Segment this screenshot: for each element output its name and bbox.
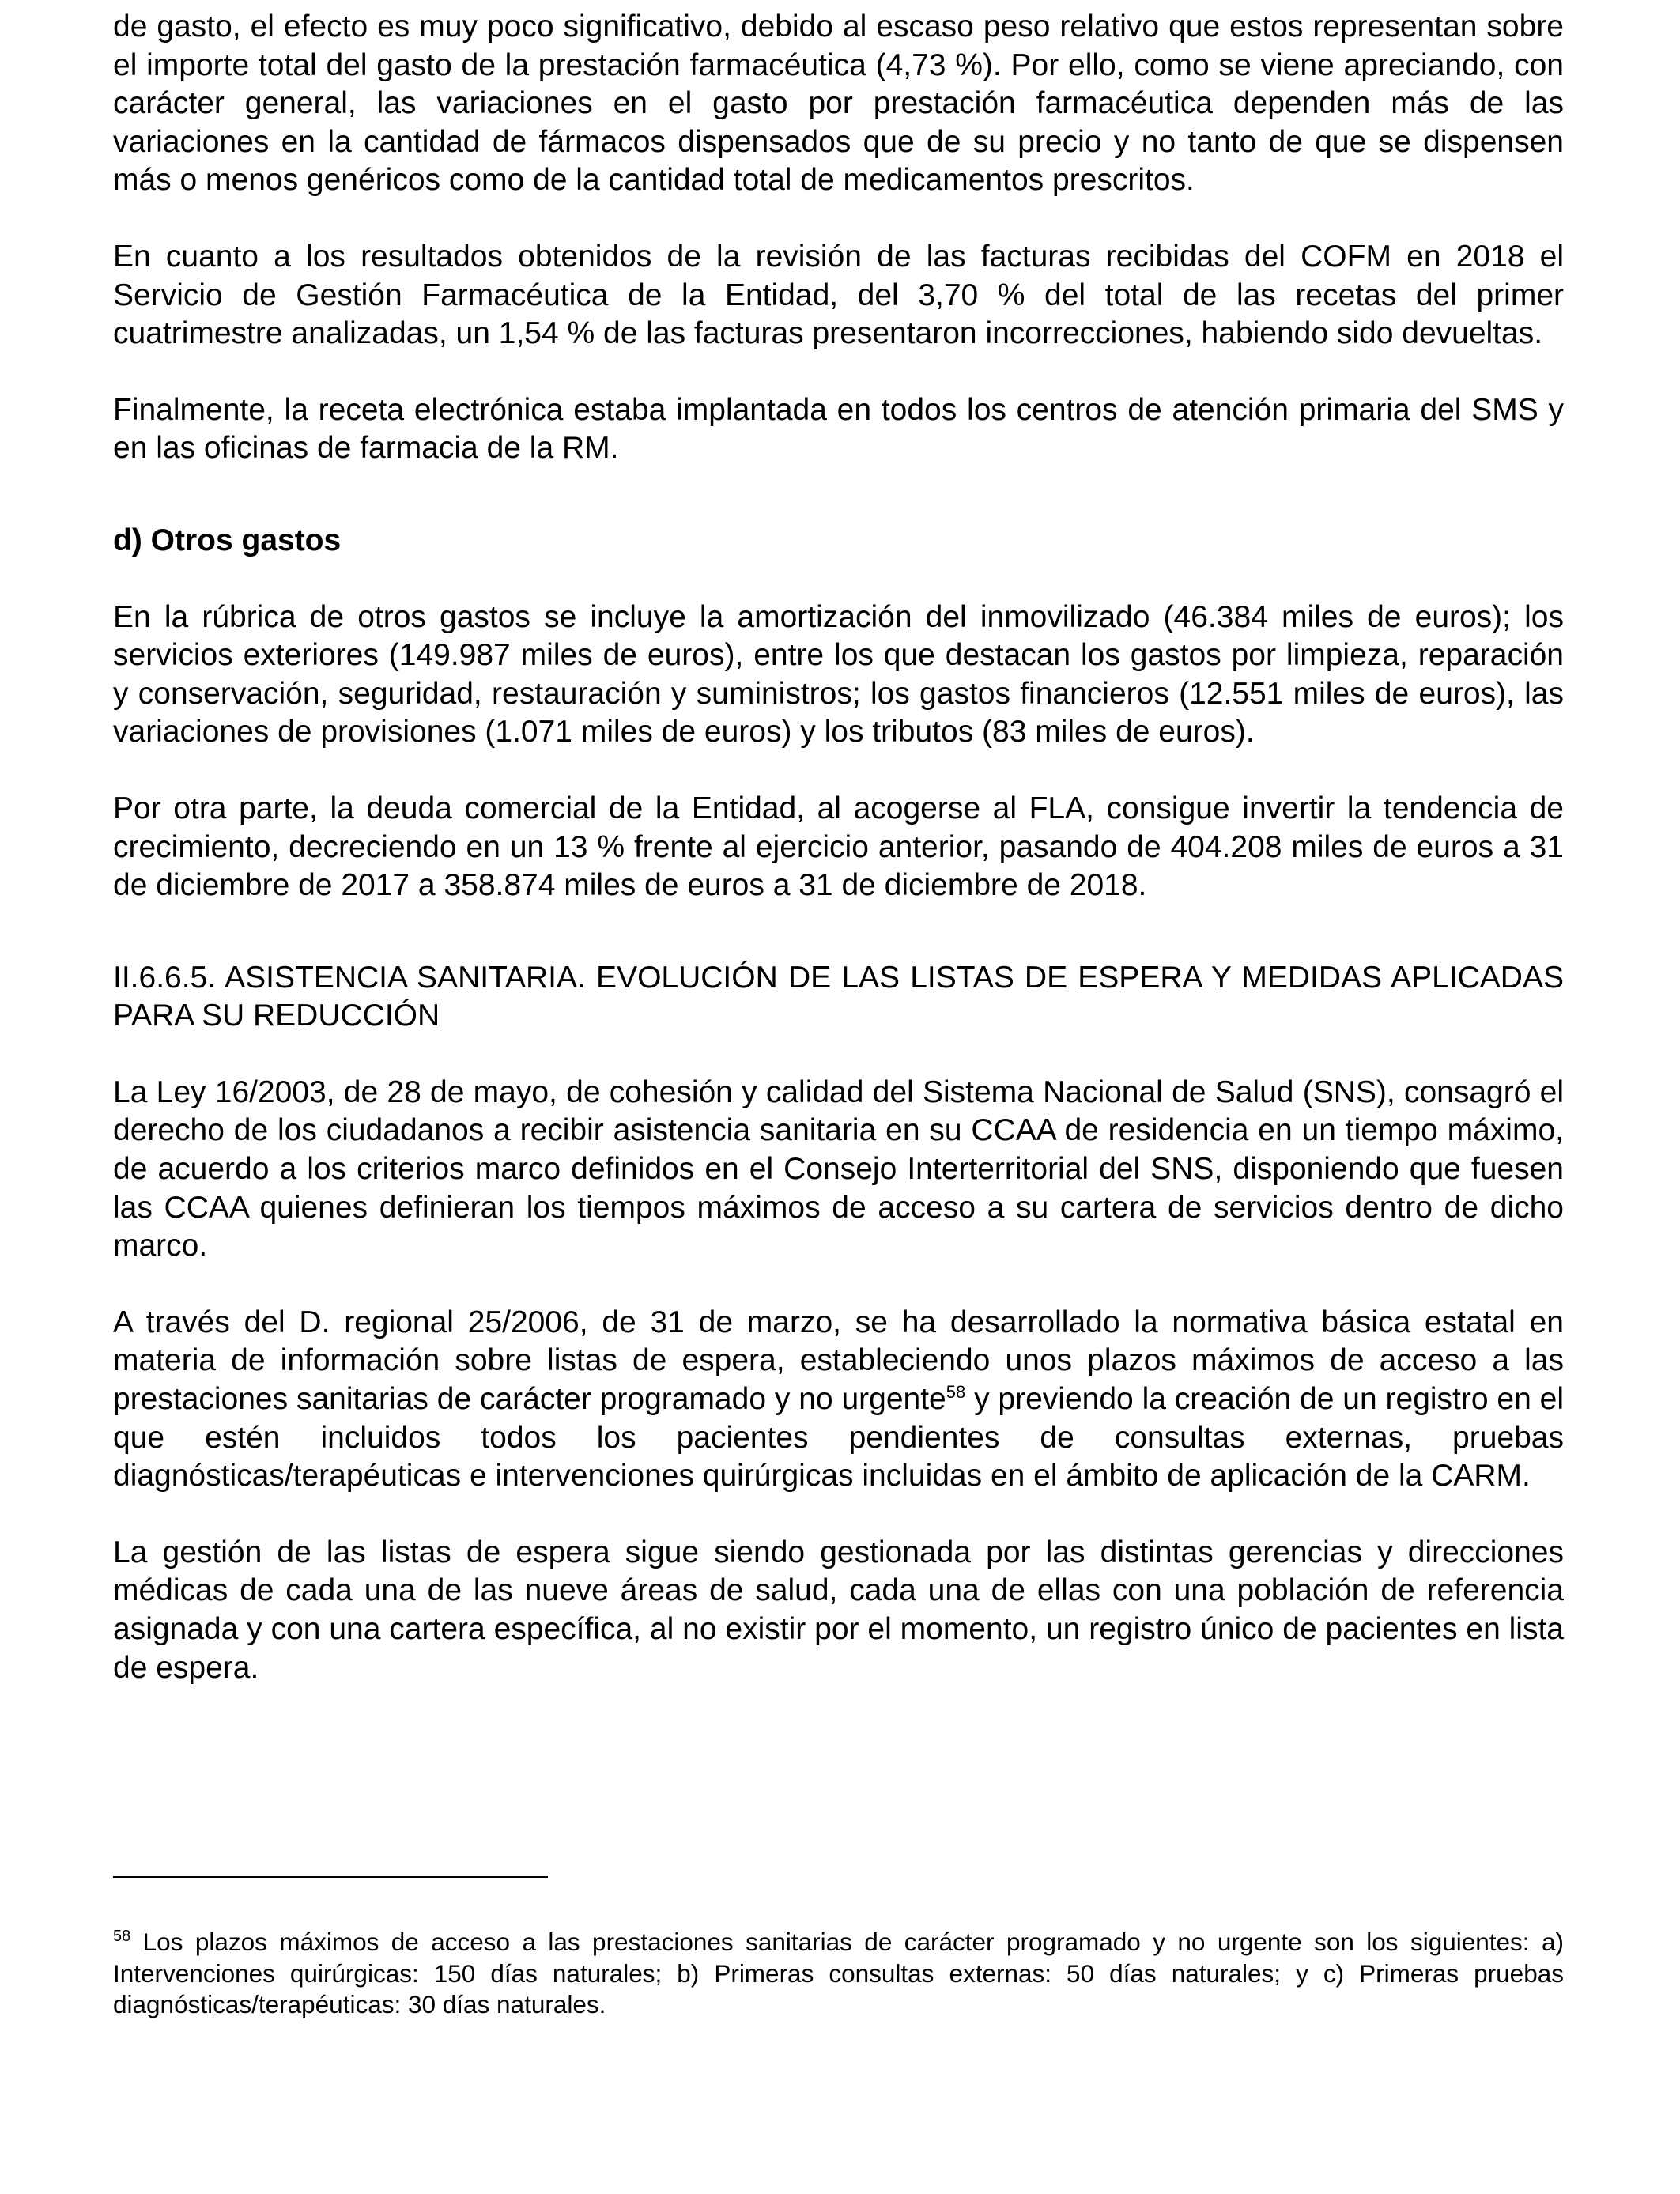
footnote-58 xyxy=(113,1927,1564,2021)
footnote-separator xyxy=(113,1876,548,1878)
paragraph-ley-16-2003: La Ley 16/2003, de 28 de mayo, de cohesión y calidad del Sistema Nacional de Salud (SNS), consagró el derecho de los ciudadanos a recibir asistencia sanitaria en su CCAA de residencia en un tiempo máximo, de acuerdo a los criterios marco definidos en el Consejo Interterritorial del SNS, disponiendo que fuesen las CCAA quienes definieran los tiempos máximos de acceso a su cartera de servicios dentro de dicho marco. xyxy=(113,1074,1564,1263)
paragraph-gasto-genericos: de gasto, el efecto es muy poco significativo, debido al escaso peso relativo que estos representan sobre el importe total del gasto de la prestación farmacéutica (4,73 %). Por ello, como se viene apreciando, con carácter general, las variaciones en el gasto por prestación farmacéutica dependen más de las variaciones en la cantidad de fármacos dispensados que de su precio y no tanto de que se dispensen más o menos genéricos como de la cantidad total de medicamentos prescritos. xyxy=(113,9,1564,198)
section-title-asistencia-sanitaria: II.6.6.5. ASISTENCIA SANITARIA. EVOLUCIÓN DE LAS LISTAS DE ESPERA Y MEDIDAS APLICADAS PARA SU REDUCCIÓN xyxy=(113,960,1564,1033)
paragraph-decreto-regional xyxy=(113,1304,1564,1496)
decreto-text-after-ref: y previendo la creación de un registro en el que estén incluidos todos los pacientes pendientes de consultas externas, pruebas diagnósticas/terapéuticas e intervenciones quirúrgicas incluidas en el ámbito de aplicación de la CARM. xyxy=(113,1382,1565,1494)
footnote-reference: 58 xyxy=(946,1382,966,1403)
paragraph-deuda-comercial: Por otra parte, la deuda comercial de la Entidad, al acogerse al FLA, consigue invertir la tendencia de crecimiento, decreciendo en un 13 % frente al ejercicio anterior, pasando de 404.208 miles de euros a 31 de diciembre de 2017 a 358.874 miles de euros a 31 de diciembre de 2018. xyxy=(113,791,1564,903)
paragraph-receta-electronica: Finalmente, la receta electrónica estaba implantada en todos los centros de atención primaria del SMS y en las oficinas de farmacia de la RM. xyxy=(113,392,1564,466)
document-page xyxy=(113,8,1564,1687)
footnote-text: Los plazos máximos de acceso a las prestaciones sanitarias de carácter programado y no urgente son los siguientes: a) Intervenciones quirúrgicas: 150 días naturales; b) Primeras consultas externas: 50 días naturales; y c) Primeras pruebas diagnósticas/terapéuticas: 30 días naturales. xyxy=(113,1928,1564,2018)
subsection-heading-otros-gastos: d) Otros gastos xyxy=(113,523,342,557)
footnote-mark: 58 xyxy=(113,1928,131,1945)
paragraph-otros-gastos: En la rúbrica de otros gastos se incluye la amortización del inmovilizado (46.384 miles de euros); los servicios exteriores (149.987 miles de euros), entre los que destacan los gastos por limpieza, reparación y conservación, seguridad, restauración y suministros; los gastos financieros (12.551 miles de euros), las variaciones de provisiones (1.071 miles de euros) y los tributos (83 miles de euros). xyxy=(113,599,1564,750)
paragraph-revision-facturas: En cuanto a los resultados obtenidos de la revisión de las facturas recibidas del COFM en 2018 el Servicio de Gestión Farmacéutica de la Entidad, del 3,70 % del total de las recetas del primer cuatrimestre analizadas, un 1,54 % de las facturas presentaron incorrecciones, habiendo sido devueltas. xyxy=(113,239,1564,351)
decreto-text-before-ref: A través del D. regional 25/2006, de 31 de marzo, se ha desarrollado la normativa básica estatal en materia de información sobre listas de espera, estableciendo unos plazos máximos de acceso a las prestaciones sanitarias de carácter programado y no urgente xyxy=(113,1305,1564,1417)
paragraph-gestion-listas: La gestión de las listas de espera sigue siendo gestionada por las distintas gerencias y direcciones médicas de cada una de las nueve áreas de salud, cada una de ellas con una población de referencia asignada y con una cartera específica, al no existir por el momento, un registro único de pacientes en lista de espera. xyxy=(113,1535,1564,1685)
